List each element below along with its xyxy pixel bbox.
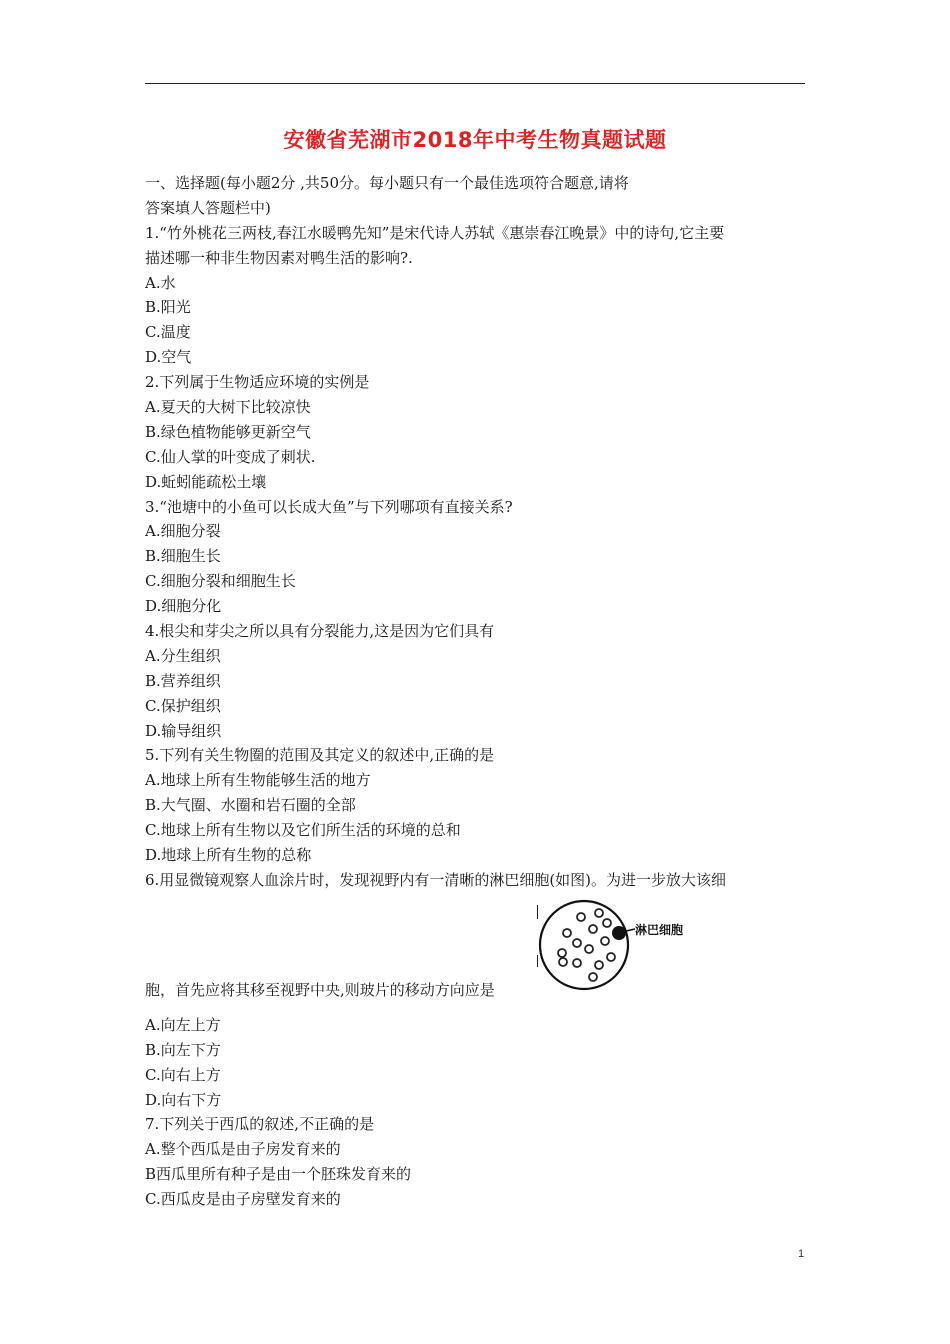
label-pointer-line [626,929,635,931]
header-rule [145,83,805,84]
red-blood-cell [577,913,585,921]
q2-option-a: A.夏天的大树下比较凉快 [145,398,311,417]
q3-option-a: A.细胞分裂 [145,522,221,541]
lymphocyte-label: 淋巴细胞 [635,922,684,937]
section-heading-cont: 答案填人答题栏中) [145,198,271,217]
q2-option-c: C.仙人掌的叶变成了刺状. [145,447,316,466]
blood-smear-diagram [537,893,725,1001]
page-number: 1 [798,1248,805,1260]
question-6-stem-cont: 胞，首先应将其移至视野中央,则玻片的移动方向应是 [145,980,495,999]
question-6-stem: 6.用显微镜观察人血涂片时，发现视野内有一清晰的淋巴细胞(如图)。为进一步放大该细 [145,870,727,889]
q3-option-d: D.细胞分化 [145,597,222,616]
red-blood-cell [595,961,603,969]
q6-option-b: B.向左下方 [145,1040,221,1059]
lymphocyte-cell [612,926,626,940]
question-2-stem: 2.下列属于生物适应环境的实例是 [145,373,370,392]
q5-option-b: B.大气圈、水圈和岩石圈的全部 [145,796,356,815]
q3-option-c: C.细胞分裂和细胞生长 [145,572,296,591]
red-blood-cell [558,949,566,957]
q1-option-b: B.阳光 [145,298,191,317]
q5-option-d: D.地球上所有生物的总称 [145,846,312,865]
q4-option-c: C.保护组织 [145,696,221,715]
q4-option-b: B.营养组织 [145,671,221,690]
question-1-stem-cont: 描述哪一种非生物因素对鸭生活的影响?. [145,248,413,267]
red-blood-cell [589,973,597,981]
exam-content [145,171,810,1212]
q6-option-d: D.向右下方 [145,1090,222,1109]
red-blood-cell [595,909,603,917]
q7-option-a: A.整个西瓜是由子房发育来的 [145,1140,341,1159]
q6-option-a: A.向左上方 [145,1015,221,1034]
q4-option-a: A.分生组织 [145,646,221,665]
q5-option-c: C.地球上所有生物以及它们所生活的环境的总和 [145,821,461,840]
question-1-stem: 1.“竹外桃花三两枝,春江水暖鸭先知”是宋代诗人苏轼《惠崇春江晚景》中的诗句,它主要 [145,223,725,242]
microscope-field-figure [537,893,725,1001]
q1-option-d: D.空气 [145,348,192,367]
red-blood-cell [563,929,571,937]
q1-option-c: C.温度 [145,323,191,342]
question-7-stem: 7.下列关于西瓜的叙述,不正确的是 [145,1115,375,1134]
red-blood-cell [585,945,593,953]
page-title: 安徽省芜湖市2018年中考生物真题试题 [283,128,667,152]
question-3-stem: 3.“池塘中的小鱼可以长成大鱼”与下列哪项有直接关系? [145,497,513,516]
red-blood-cell [559,958,567,966]
red-blood-cell [603,919,611,927]
q2-option-b: B.绿色植物能够更新空气 [145,422,311,441]
q4-option-d: D.输导组织 [145,721,222,740]
red-blood-cell [601,937,609,945]
question-5-stem: 5.下列有关生物圈的范围及其定义的叙述中,正确的是 [145,746,495,765]
q6-option-c: C.向右上方 [145,1065,221,1084]
section-heading: 一、选择题(每小题2分 ,共50分。每小题只有一个最佳选项符合题意,请将 [145,174,629,192]
q2-option-d: D.蚯蚓能疏松土壤 [145,472,267,491]
question-4-stem: 4.根尖和芽尖之所以具有分裂能力,这是因为它们具有 [145,622,495,641]
red-blood-cell [589,925,597,933]
q7-option-b: B西瓜里所有种子是由一个胚珠发育来的 [145,1165,412,1184]
red-blood-cell [573,939,581,947]
q1-option-a: A.水 [145,273,176,292]
q5-option-a: A.地球上所有生物能够生活的地方 [145,771,371,790]
question-6-figure-row [145,893,810,1003]
q3-option-b: B.细胞生长 [145,547,221,566]
red-blood-cell [573,959,581,967]
q7-option-c: C.西瓜皮是由子房壁发育来的 [145,1190,341,1209]
red-blood-cell [607,953,615,961]
